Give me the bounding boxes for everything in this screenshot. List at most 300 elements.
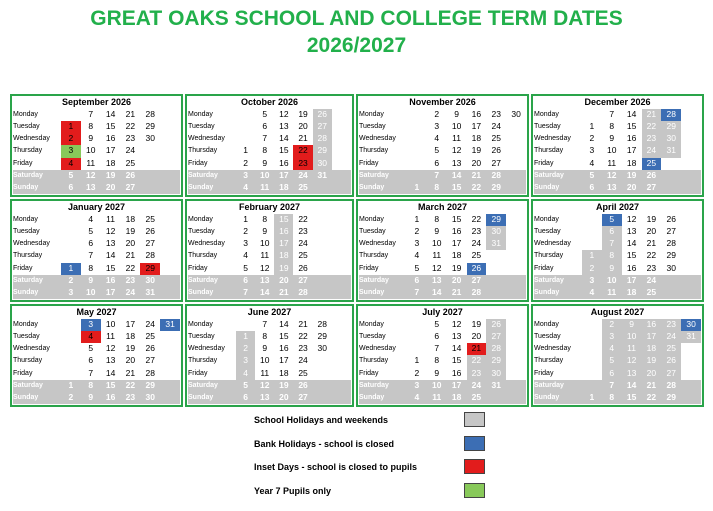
day-label: Tuesday [13, 123, 40, 131]
date-cell [681, 238, 701, 250]
day-label: Monday [188, 216, 213, 223]
date-cell: 12 [260, 262, 270, 273]
date-cell: 25 [471, 250, 482, 261]
day-label: Sunday [188, 287, 236, 299]
date-cell [681, 182, 701, 194]
date-cell [681, 250, 701, 262]
date-cell: 16 [274, 226, 293, 238]
date-cell: 3 [434, 121, 440, 132]
date-cell: 24 [642, 275, 662, 287]
date-cell: 19 [451, 262, 462, 273]
month-calendar [185, 199, 354, 302]
date-cell: 5 [88, 343, 94, 354]
date-cell: 26 [666, 214, 676, 224]
date-cell: 18 [626, 157, 637, 168]
date-cell: 12 [602, 170, 622, 182]
month-calendar [356, 199, 529, 302]
date-cell: 28 [666, 238, 676, 249]
date-cell: 26 [467, 263, 487, 275]
date-cell: 9 [262, 226, 268, 237]
date-cell [332, 133, 351, 145]
date-cell [486, 250, 506, 262]
date-cell: 8 [262, 214, 268, 224]
date-cell: 21 [467, 170, 487, 182]
date-cell [332, 182, 351, 194]
day-label: Sunday [534, 287, 582, 299]
day-label: Friday [13, 264, 33, 272]
date-cell: 24 [491, 121, 501, 132]
day-label: Friday [13, 369, 33, 377]
date-cell: 13 [622, 368, 642, 380]
date-cell: 4 [236, 368, 255, 380]
date-cell: 15 [101, 380, 121, 392]
date-cell: 15 [451, 214, 462, 224]
date-cell: 31 [140, 287, 160, 299]
date-cell: 6 [88, 238, 94, 249]
date-cell: 3 [243, 238, 248, 249]
date-cell: 2 [589, 133, 595, 144]
date-cell: 28 [145, 109, 155, 119]
date-cell: 3 [407, 380, 427, 392]
date-cell: 26 [293, 380, 312, 392]
day-label: Thursday [188, 357, 218, 365]
date-cell [681, 275, 701, 287]
date-cell: 28 [145, 367, 155, 378]
date-cell: 4 [602, 343, 622, 355]
date-cell: 11 [106, 214, 115, 224]
date-cell [407, 133, 427, 145]
date-cell: 31 [661, 145, 681, 157]
day-label: Saturday [188, 380, 236, 392]
date-cell: 26 [121, 170, 141, 182]
day-label: Sunday [359, 287, 407, 299]
date-cell: 11 [106, 331, 115, 342]
date-cell: 20 [274, 275, 293, 287]
date-cell [661, 287, 681, 299]
date-cell [661, 158, 681, 170]
day-label: Friday [359, 369, 379, 377]
date-cell: 23 [125, 133, 136, 144]
date-cell: 4 [582, 287, 602, 299]
month-title: January 2027 [67, 202, 126, 212]
date-cell: 29 [140, 263, 160, 275]
day-label: Friday [359, 159, 379, 167]
date-cell: 16 [471, 109, 482, 119]
date-cell [140, 158, 160, 170]
date-cell [160, 331, 180, 343]
date-cell: 14 [279, 133, 289, 144]
date-cell: 20 [646, 226, 657, 237]
date-cell: 17 [125, 319, 136, 329]
date-cell: 5 [434, 145, 440, 156]
date-cell [506, 238, 526, 250]
date-cell: 6 [236, 392, 255, 404]
day-label: Thursday [13, 252, 43, 260]
date-cell [332, 214, 351, 226]
date-cell: 20 [101, 182, 121, 194]
date-cell: 29 [145, 121, 155, 132]
day-label: Tuesday [534, 228, 561, 236]
date-cell: 9 [434, 226, 440, 237]
day-label: Tuesday [188, 123, 215, 131]
date-cell: 28 [317, 319, 327, 329]
date-cell: 10 [105, 319, 116, 329]
day-label: Sunday [534, 392, 582, 404]
date-cell [160, 238, 180, 250]
day-label: Wednesday [188, 240, 225, 248]
date-cell: 2 [414, 226, 420, 237]
date-cell [506, 214, 526, 226]
date-cell [313, 250, 332, 262]
date-cell: 16 [626, 133, 637, 144]
date-cell [407, 109, 427, 121]
date-cell [407, 343, 427, 355]
date-cell [332, 287, 351, 299]
date-cell [407, 121, 427, 133]
date-cell [332, 158, 351, 170]
date-cell: 20 [471, 331, 482, 342]
date-cell: 1 [236, 331, 255, 343]
date-cell: 26 [298, 262, 308, 273]
date-cell: 2 [243, 226, 248, 237]
day-label: Wednesday [188, 345, 225, 353]
date-cell: 3 [61, 287, 81, 299]
date-cell: 10 [451, 121, 462, 132]
day-label: Saturday [188, 170, 236, 182]
date-cell: 10 [86, 145, 96, 156]
date-cell [160, 275, 180, 287]
date-cell: 11 [607, 157, 617, 168]
date-cell: 2 [61, 392, 81, 404]
day-label: Saturday [359, 170, 407, 182]
date-cell [61, 214, 81, 226]
date-cell: 23 [642, 133, 662, 145]
date-cell: 5 [414, 262, 420, 273]
date-cell [681, 121, 701, 133]
date-cell: 20 [471, 157, 482, 168]
date-cell [582, 380, 602, 392]
date-cell: 21 [125, 367, 136, 378]
date-cell: 30 [140, 392, 160, 404]
day-label: Friday [359, 264, 379, 272]
date-cell: 9 [434, 367, 440, 378]
date-cell: 23 [121, 392, 141, 404]
date-cell: 9 [454, 109, 459, 119]
date-cell: 16 [642, 319, 662, 331]
date-cell: 7 [88, 250, 94, 261]
date-cell: 27 [145, 355, 155, 366]
date-cell: 8 [427, 182, 447, 194]
date-cell: 10 [81, 287, 101, 299]
date-cell: 6 [434, 331, 440, 342]
date-cell: 9 [88, 133, 94, 144]
date-cell: 8 [602, 250, 622, 262]
date-cell [332, 380, 351, 392]
date-cell [506, 145, 526, 157]
date-cell [506, 331, 526, 343]
date-cell: 17 [622, 275, 642, 287]
month-title: November 2026 [409, 97, 476, 107]
date-cell: 7 [262, 133, 268, 144]
month-title: July 2027 [422, 307, 463, 317]
date-cell: 29 [661, 121, 681, 133]
date-cell [681, 392, 701, 404]
date-cell [236, 109, 255, 121]
date-cell: 15 [451, 355, 462, 366]
date-cell [407, 170, 427, 182]
day-label: Tuesday [188, 228, 215, 236]
date-cell: 15 [626, 121, 637, 132]
date-cell: 9 [81, 275, 101, 287]
date-cell: 10 [427, 380, 447, 392]
date-cell [506, 250, 526, 262]
date-cell: 19 [642, 355, 662, 367]
day-label: Wednesday [359, 135, 396, 143]
date-cell [681, 133, 701, 145]
date-cell [407, 319, 427, 331]
date-cell: 22 [121, 380, 141, 392]
date-cell: 26 [491, 145, 501, 156]
date-cell [160, 287, 180, 299]
date-cell: 16 [101, 275, 121, 287]
date-cell: 7 [236, 287, 255, 299]
day-label: Tuesday [13, 333, 40, 341]
date-cell [160, 158, 180, 170]
date-cell [582, 109, 602, 121]
date-cell: 6 [582, 182, 602, 194]
date-cell: 30 [317, 343, 327, 354]
legend-label: Bank Holidays - school is closed [254, 438, 395, 449]
day-label: Tuesday [534, 333, 561, 341]
date-cell: 30 [140, 275, 160, 287]
date-cell: 19 [298, 109, 308, 119]
date-cell: 3 [236, 170, 255, 182]
month-calendar [10, 94, 183, 197]
date-cell [506, 133, 526, 145]
date-cell: 19 [471, 319, 482, 329]
date-cell: 25 [661, 343, 681, 355]
date-cell: 3 [602, 331, 622, 343]
day-label: Tuesday [188, 333, 215, 341]
date-cell [61, 109, 81, 121]
date-cell [332, 121, 351, 133]
date-cell: 20 [125, 355, 136, 366]
date-cell: 1 [414, 355, 420, 366]
date-cell: 18 [622, 287, 642, 299]
date-cell: 24 [293, 170, 312, 182]
date-cell: 31 [486, 238, 506, 250]
date-cell [582, 238, 602, 250]
day-label: Thursday [188, 252, 218, 260]
date-cell: 4 [434, 133, 440, 144]
date-cell: 22 [646, 250, 657, 261]
date-cell: 8 [602, 392, 622, 404]
date-cell: 29 [486, 214, 506, 226]
date-cell [582, 355, 602, 367]
day-label: Thursday [359, 357, 389, 365]
date-cell: 16 [451, 367, 462, 378]
date-cell: 25 [145, 214, 155, 224]
date-cell: 1 [243, 214, 248, 224]
date-cell: 1 [61, 380, 81, 392]
day-label: Monday [534, 111, 559, 118]
date-cell [407, 331, 427, 343]
day-label: Friday [13, 159, 33, 167]
date-cell: 23 [491, 109, 501, 119]
date-cell: 22 [467, 355, 487, 367]
date-cell: 24 [467, 380, 487, 392]
date-cell: 14 [626, 109, 637, 119]
day-label: Saturday [13, 275, 61, 287]
day-label: Sunday [13, 392, 61, 404]
date-cell [506, 343, 526, 355]
date-cell: 21 [125, 250, 136, 261]
month-calendar [10, 304, 183, 407]
date-cell: 11 [255, 182, 274, 194]
date-cell: 7 [88, 367, 94, 378]
date-cell: 24 [642, 145, 662, 157]
legend-item [250, 435, 510, 459]
date-cell: 19 [125, 226, 136, 237]
date-cell [661, 170, 681, 182]
date-cell: 12 [451, 145, 462, 156]
date-cell: 19 [274, 380, 293, 392]
day-label: Thursday [534, 252, 564, 260]
date-cell: 3 [61, 145, 81, 157]
date-cell: 4 [81, 331, 101, 343]
date-cell: 9 [602, 263, 622, 275]
date-cell: 2 [414, 367, 420, 378]
date-cell: 25 [642, 158, 662, 170]
date-cell: 1 [589, 121, 595, 132]
day-label: Tuesday [13, 228, 40, 236]
date-cell: 11 [602, 287, 622, 299]
date-cell: 28 [486, 170, 506, 182]
legend-label: Year 7 Pupils only [254, 485, 332, 496]
date-cell: 21 [467, 343, 487, 355]
date-cell [313, 182, 332, 194]
date-cell: 21 [274, 287, 293, 299]
date-cell: 17 [471, 121, 482, 132]
date-cell [506, 170, 526, 182]
date-cell [407, 145, 427, 157]
date-cell: 8 [88, 262, 94, 273]
date-cell: 7 [602, 380, 622, 392]
date-cell: 11 [260, 367, 270, 378]
day-label: Monday [188, 321, 213, 328]
day-label: Friday [188, 264, 208, 272]
date-cell: 5 [582, 170, 602, 182]
date-cell: 28 [145, 250, 155, 261]
date-cell [160, 263, 180, 275]
day-label: Friday [534, 159, 554, 167]
legend [250, 411, 510, 505]
date-cell: 16 [105, 133, 116, 144]
date-cell: 18 [447, 392, 467, 404]
page-title: GREAT OAKS SCHOOL AND COLLEGE TERM DATES [90, 7, 623, 30]
date-cell: 10 [260, 238, 270, 249]
date-cell: 30 [661, 133, 681, 145]
date-cell: 3 [582, 275, 602, 287]
date-cell: 22 [642, 121, 662, 133]
date-cell [61, 226, 81, 238]
date-cell [506, 263, 526, 275]
date-cell [681, 158, 701, 170]
date-cell: 5 [262, 109, 268, 119]
date-cell: 27 [313, 121, 332, 133]
date-cell [681, 170, 701, 182]
date-cell: 23 [121, 275, 141, 287]
date-cell [160, 380, 180, 392]
date-cell: 27 [121, 182, 141, 194]
date-cell: 18 [279, 367, 289, 378]
date-cell: 15 [447, 182, 467, 194]
date-cell: 22 [298, 331, 308, 342]
date-cell: 8 [609, 121, 615, 132]
page-subtitle-year: 2026/2027 [306, 34, 407, 57]
date-cell: 29 [661, 392, 681, 404]
date-cell [582, 343, 602, 355]
date-cell: 5 [88, 226, 94, 237]
day-label: Wednesday [359, 240, 396, 248]
date-cell [582, 319, 602, 331]
date-cell: 21 [298, 133, 308, 144]
date-cell: 4 [236, 182, 255, 194]
date-cell: 7 [88, 109, 94, 119]
date-cell [332, 331, 351, 343]
day-label: Tuesday [534, 123, 561, 131]
date-cell: 13 [255, 275, 274, 287]
date-cell: 15 [279, 145, 289, 156]
legend-item [250, 482, 510, 506]
date-cell: 28 [661, 380, 681, 392]
date-cell: 10 [607, 145, 617, 156]
date-cell: 22 [467, 182, 487, 194]
date-cell: 17 [642, 331, 662, 343]
date-cell [236, 133, 255, 145]
date-cell: 2 [243, 157, 248, 168]
date-cell: 2 [61, 275, 81, 287]
date-cell: 19 [101, 170, 121, 182]
date-cell [506, 158, 526, 170]
date-cell: 18 [642, 343, 662, 355]
date-cell: 9 [262, 157, 268, 168]
date-cell: 11 [260, 250, 270, 261]
date-cell: 24 [661, 331, 681, 343]
day-label: Wednesday [534, 135, 571, 143]
month-title: March 2027 [417, 202, 468, 212]
date-cell: 21 [642, 380, 662, 392]
legend-swatch [464, 483, 485, 498]
legend-swatch [464, 412, 485, 427]
date-cell [160, 343, 180, 355]
date-cell: 3 [236, 355, 255, 367]
date-cell: 22 [298, 214, 308, 224]
month-calendar [531, 304, 704, 407]
date-cell: 22 [642, 392, 662, 404]
date-cell [681, 343, 701, 355]
date-cell [313, 380, 332, 392]
day-label: Sunday [359, 392, 407, 404]
date-cell: 27 [666, 226, 676, 237]
date-cell: 2 [582, 263, 602, 275]
date-cell: 28 [293, 287, 312, 299]
day-label: Wednesday [188, 135, 225, 143]
date-cell: 8 [262, 331, 268, 342]
date-cell: 12 [105, 343, 116, 354]
date-cell [506, 287, 526, 299]
day-label: Wednesday [534, 345, 571, 353]
